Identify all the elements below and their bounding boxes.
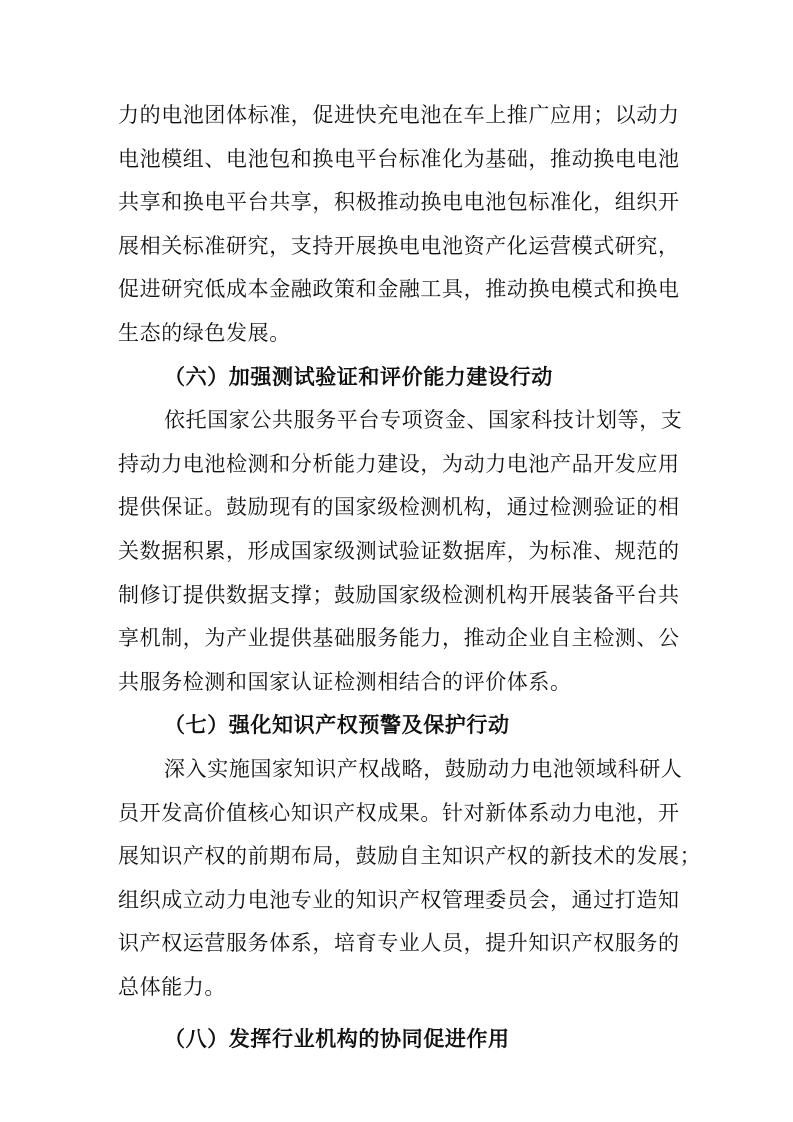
paragraph-line: 组织成立动力电池专业的知识产权管理委员会，通过打造知 — [118, 887, 680, 912]
paragraph-line: 深入实施国家知识产权战略，鼓励动力电池领域科研人 — [164, 756, 683, 781]
paragraph-line: 共享和换电平台共享，积极推动换电电池包标准化，组织开 — [118, 190, 680, 215]
section-heading: （六）加强测试验证和评价能力建设行动 — [164, 364, 553, 389]
paragraph-line: 制修订提供数据支撑；鼓励国家级检测机构开展装备平台共 — [118, 582, 680, 607]
paragraph-line: 依托国家公共服务平台专项资金、国家科技计划等，支 — [164, 408, 683, 433]
paragraph-line: 享机制，为产业提供基础服务能力，推动企业自主检测、公 — [118, 626, 680, 651]
paragraph-line: 共服务检测和国家认证检测相结合的评价体系。 — [118, 669, 572, 694]
paragraph-line: 展相关标准研究，支持开展换电电池资产化运营模式研究， — [118, 233, 680, 258]
document-body — [118, 94, 702, 1062]
paragraph-line: 电池模组、电池包和换电平台标准化为基础，推动换电电池 — [118, 146, 680, 171]
paragraph-line: 展知识产权的前期布局，鼓励自主知识产权的新技术的发展； — [118, 844, 702, 869]
paragraph-line: 总体能力。 — [118, 974, 226, 999]
paragraph-line: 生态的绿色发展。 — [118, 320, 291, 345]
paragraph-line: 力的电池团体标准，促进快充电池在车上推广应用；以动力 — [118, 103, 680, 127]
paragraph-line: 关数据积累，形成国家级测试验证数据库，为标准、规范的 — [118, 538, 680, 563]
paragraph-line: 员开发高价值核心知识产权成果。针对新体系动力电池，开 — [118, 800, 680, 825]
paragraph-line: 识产权运营服务体系，培育专业人员，提升知识产权服务的 — [118, 931, 680, 956]
paragraph-line: 提供保证。鼓励现有的国家级检测机构，通过检测验证的相 — [118, 495, 680, 520]
paragraph-line: 促进研究低成本金融政策和金融工具，推动换电模式和换电 — [118, 277, 680, 302]
paragraph-line: 持动力电池检测和分析能力建设，为动力电池产品开发应用 — [118, 451, 680, 476]
section-heading: （八）发挥行业机构的协同促进作用 — [164, 1027, 510, 1052]
section-heading: （七）强化知识产权预警及保护行动 — [164, 713, 510, 738]
section-spacer — [118, 1009, 678, 1018]
